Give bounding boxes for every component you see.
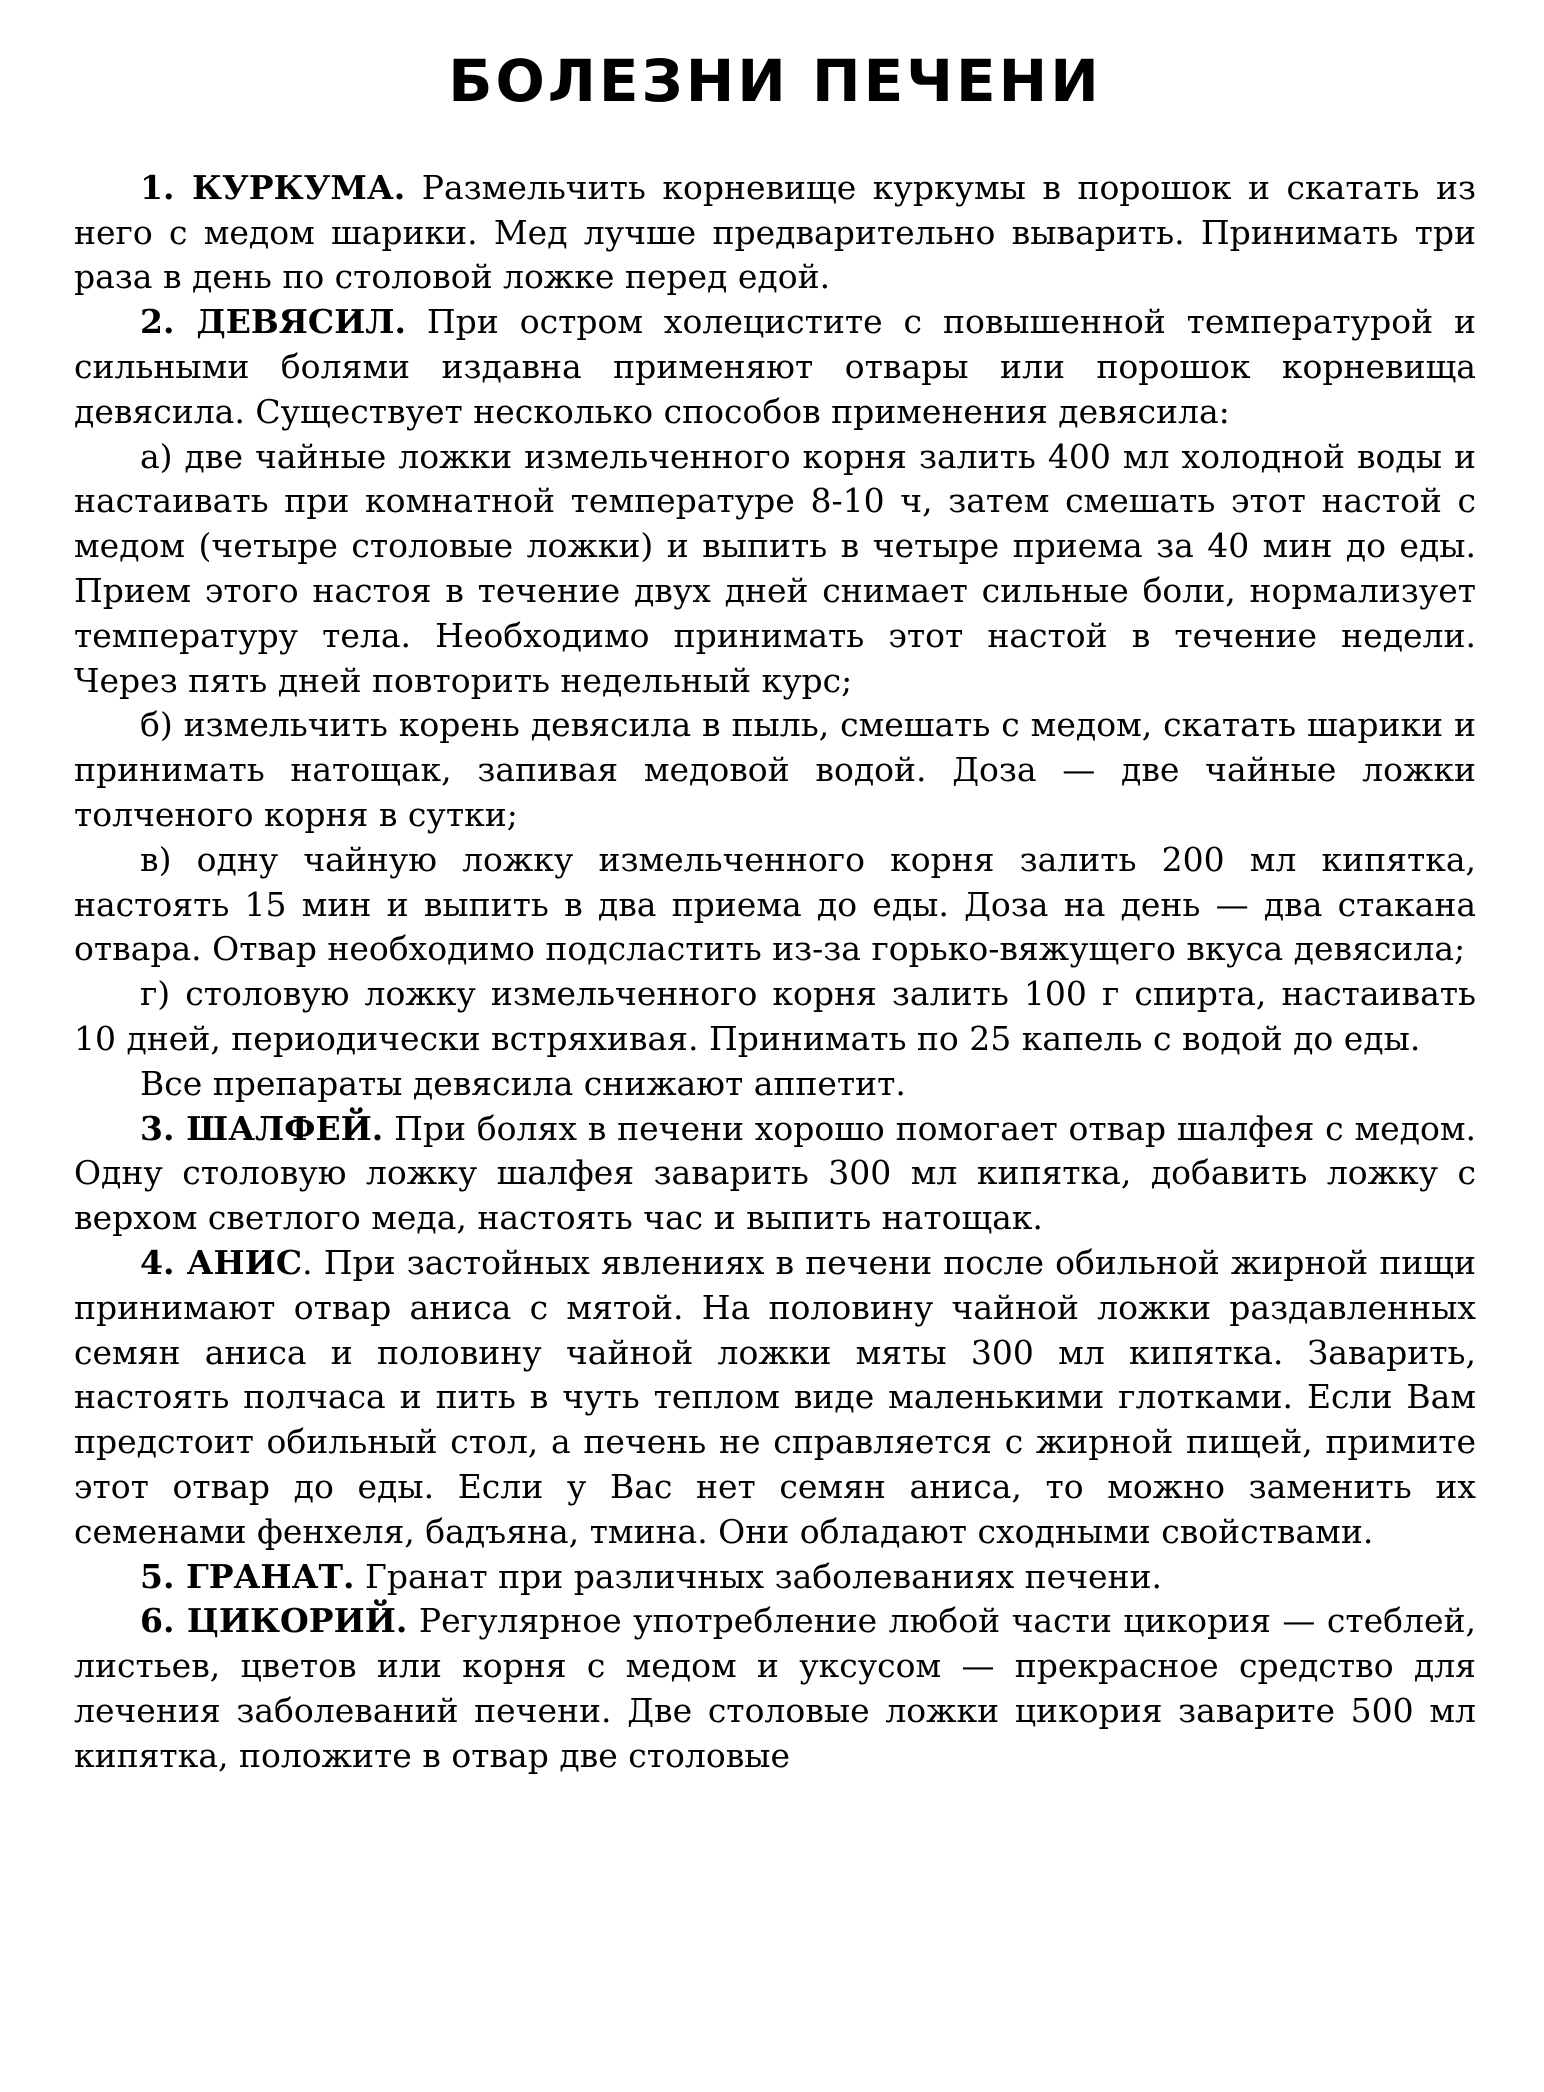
section-heading: 1. КУРКУМА. <box>140 167 406 207</box>
document-body <box>74 166 1476 1779</box>
paragraph-shalfey <box>74 1107 1476 1241</box>
document-page <box>74 47 1477 1778</box>
section-heading: 5. ГРАНАТ. <box>140 1556 355 1596</box>
page-title: БОЛЕЗНИ ПЕЧЕНИ <box>448 47 1102 115</box>
list-item-g <box>74 972 1476 1062</box>
paragraph-text: Размельчить корневище куркумы в порошок и скатать из него с медом шарики. Мед лучше предварительно выварить. Принимать три раза в день по столовой ложке перед едой. <box>74 167 1476 297</box>
list-item-b <box>74 703 1476 837</box>
paragraph-text: б) измельчить корень девясила в пыль, смешать с медом, скатать шарики и принимать натощак, запивая медовой водой. Доза — две чайные ложки толченого корня в сутки; <box>74 705 1476 834</box>
paragraph-granat <box>74 1555 1476 1600</box>
paragraph-tsikoriy <box>74 1599 1476 1778</box>
list-item-v <box>74 838 1476 972</box>
paragraph-text: Гранат при различных заболеваниях печени. <box>354 1556 1163 1596</box>
paragraph-devyasil <box>74 300 1476 434</box>
paragraph-text: При болях в печени хорошо помогает отвар шалфея с медом. Одну столовую ложку шалфея заварить 300 мл кипятка, добавить ложку с верхом светлого меда, настоять час и выпить натощак. <box>74 1108 1476 1238</box>
section-heading: 4. АНИС <box>140 1242 303 1282</box>
section-heading: 3. ШАЛФЕЙ. <box>140 1108 384 1148</box>
paragraph-text: в) одну чайную ложку измельченного корня залить 200 мл кипятка, настоять 15 мин и выпить в два приема до еды. Доза на день — два стакана отвара. Отвар необходимо подсластить из-за горько-вяжущего вкуса девясила; <box>74 839 1476 969</box>
paragraph-note <box>74 1062 1476 1107</box>
paragraph-kurkuma <box>74 166 1476 300</box>
list-item-a <box>74 435 1476 704</box>
paragraph-text: При остром холецистите с повышенной температурой и сильными болями издавна применяют отвары или порошок корневища девясила. Существует несколько способов применения девясила: <box>74 302 1476 431</box>
section-heading: 2. ДЕВЯСИЛ. <box>140 302 406 342</box>
paragraph-anis <box>74 1241 1476 1555</box>
paragraph-text: а) две чайные ложки измельченного корня залить 400 мл холодной воды и настаивать при комнатной температуре 8-10 ч, затем смешать этот настой с медом (четыре столовые ложки) и выпить в четыре приема за 40 мин до еды. Прием этого настоя в течение двух дней снимает сильные боли, нормализует температуру тела. Необходимо принимать этот настой в течение недели. Через пять дней повторить недельный курс; <box>74 436 1476 700</box>
section-heading: 6. ЦИКОРИЙ. <box>140 1601 408 1641</box>
paragraph-text: Регулярное употребление любой части цикория — стеблей, листьев, цветов или корня с медом и уксусом — прекрасное средство для лечения заболеваний печени. Две столовые ложки цикория заварите 500 мл кипятка, положите в отвар две столовые <box>74 1601 1477 1775</box>
paragraph-text: . При застойных явлениях в печени после обильной жирной пищи принимают отвар аниса с мятой. На половину чайной ложки раздавленных семян аниса и половину чайной ложки мяты 300 мл кипятка. Заварить, настоять полчаса и пить в чуть теплом виде маленькими глотками. Если Вам предстоит обильный стол, а печень не справляется с жирной пищей, примите этот отвар до еды. Если у Вас нет семян аниса, то можно заменить их семенами фенхеля, бадъяна, тмина. Они обладают сходными свойствами. <box>74 1242 1476 1551</box>
paragraph-text: г) столовую ложку измельченного корня залить 100 г спирта, настаивать 10 дней, периодически встряхивая. Принимать по 25 капель с водой до еды. <box>74 974 1476 1058</box>
paragraph-text: Все препараты девясила снижают аппетит. <box>140 1063 906 1103</box>
